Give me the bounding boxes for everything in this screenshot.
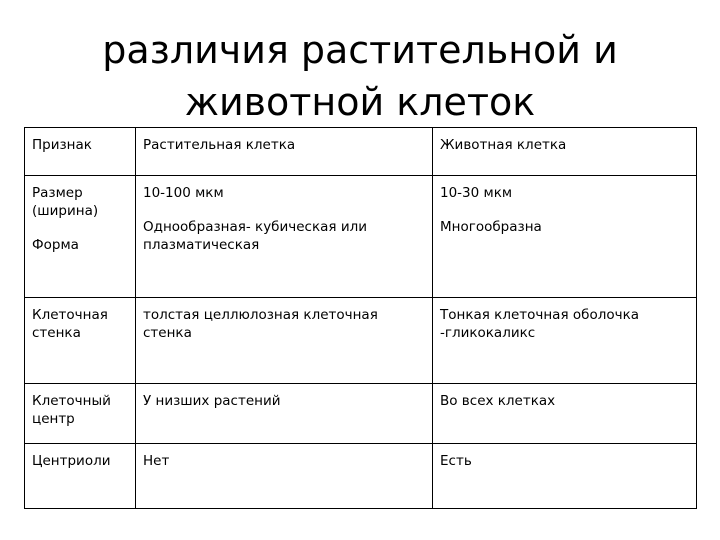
animal-cell bbox=[433, 176, 697, 298]
table-row bbox=[25, 384, 697, 444]
plant-cell: Нет bbox=[136, 444, 433, 509]
table-row bbox=[25, 444, 697, 509]
header-feature: Признак bbox=[25, 128, 136, 176]
page-title bbox=[0, 24, 720, 128]
feature-cell bbox=[25, 176, 136, 298]
feature-cell: Клеточный центр bbox=[25, 384, 136, 444]
feature-cell: Центриоли bbox=[25, 444, 136, 509]
comparison-table bbox=[24, 127, 697, 509]
feature-size: Размер (ширина) bbox=[32, 185, 99, 219]
feature-shape: Форма bbox=[32, 237, 79, 253]
page-title-line-1: различия растительной и bbox=[102, 28, 618, 72]
header-animal-cell: Животная клетка bbox=[433, 128, 697, 176]
table-header-row bbox=[25, 128, 697, 176]
header-plant-cell: Растительная клетка bbox=[136, 128, 433, 176]
table-row bbox=[25, 176, 697, 298]
plant-size: 10-100 мкм bbox=[143, 185, 224, 201]
plant-shape: Однообразная- кубическая или плазматическая bbox=[143, 219, 367, 253]
animal-cell: Тонкая клеточная оболочка -гликокаликс bbox=[433, 298, 697, 384]
animal-cell: Есть bbox=[433, 444, 697, 509]
plant-cell: толстая целлюлозная клеточная стенка bbox=[136, 298, 433, 384]
animal-size: 10-30 мкм bbox=[440, 185, 513, 201]
animal-cell: Во всех клетках bbox=[433, 384, 697, 444]
page-title-line-2: животной клеток bbox=[184, 80, 536, 124]
plant-cell: У низших растений bbox=[136, 384, 433, 444]
feature-cell: Клеточная стенка bbox=[25, 298, 136, 384]
plant-cell bbox=[136, 176, 433, 298]
animal-shape: Многообразна bbox=[440, 219, 542, 235]
table-row bbox=[25, 298, 697, 384]
